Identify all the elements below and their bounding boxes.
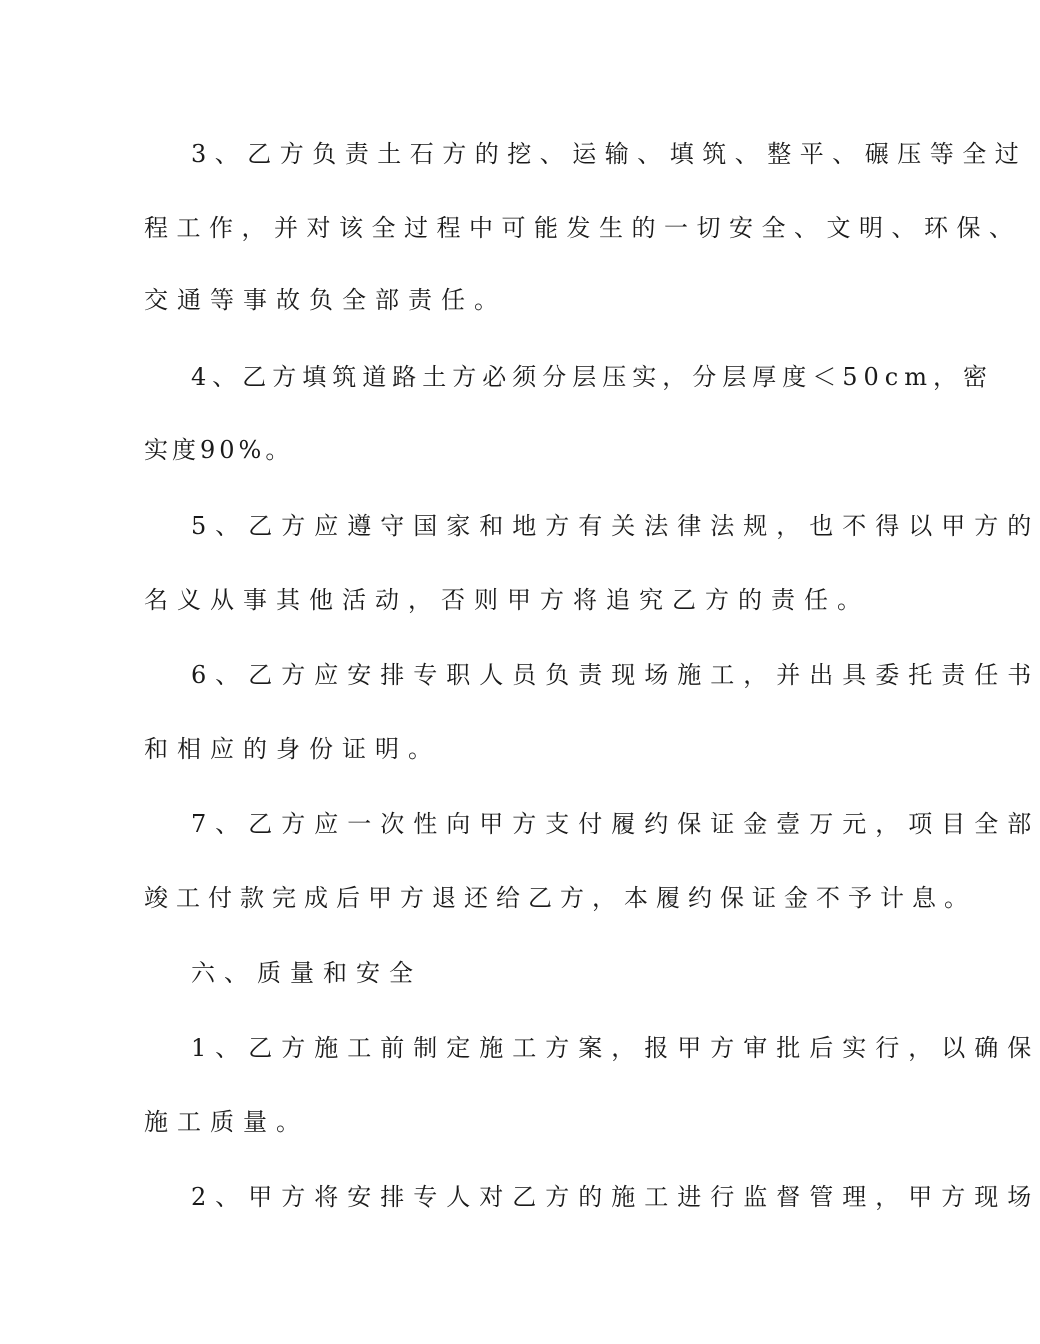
quality-item-1-line-1: 1、乙方施工前制定施工方案，报甲方审批后实行，以确保	[191, 1034, 1040, 1062]
text-line	[0, 1102, 950, 1142]
text-line	[0, 1177, 1040, 1217]
text-line	[0, 729, 950, 769]
paragraph-3-line-1: 3、乙方负责土石方的挖、运输、填筑、整平、碾压等全过	[191, 140, 1028, 168]
paragraph-5-line-1: 5、乙方应遵守国家和地方有关法律法规，也不得以甲方的	[191, 512, 1040, 540]
paragraph-3-line-2: 程工作，并对该全过程中可能发生的一切安全、文明、环保、	[144, 214, 1022, 242]
text-line	[0, 1028, 1040, 1068]
text-line	[0, 208, 1022, 248]
paragraph-5-line-2: 名义从事其他活动，否则甲方将追究乙方的责任。	[144, 586, 870, 614]
text-line	[0, 953, 950, 993]
text-line	[0, 430, 950, 470]
section-heading-quality-safety: 六、质量和安全	[191, 959, 422, 987]
paragraph-4-line-2: 实度90%。	[144, 436, 294, 464]
text-line	[0, 878, 976, 918]
paragraph-6-line-1: 6、乙方应安排专职人员负责现场施工，并出具委托责任书	[191, 661, 1040, 689]
quality-item-1-line-2: 施工质量。	[144, 1108, 309, 1136]
text-line	[0, 134, 1028, 174]
text-line	[0, 655, 1040, 695]
text-line	[0, 280, 950, 320]
text-line	[0, 580, 950, 620]
paragraph-7-line-2: 竣工付款完成后甲方退还给乙方，本履约保证金不予计息。	[144, 884, 976, 912]
text-line	[0, 506, 1040, 546]
text-line	[0, 357, 994, 397]
paragraph-3-line-3: 交通等事故负全部责任。	[144, 286, 507, 314]
paragraph-4-line-1: 4、乙方填筑道路土方必须分层压实，分层厚度＜50cm，密	[191, 363, 994, 391]
quality-item-2-line-1: 2、甲方将安排专人对乙方的施工进行监督管理，甲方现场	[191, 1183, 1040, 1211]
paragraph-7-line-1: 7、乙方应一次性向甲方支付履约保证金壹万元，项目全部	[191, 810, 1040, 838]
paragraph-6-line-2: 和相应的身份证明。	[144, 735, 441, 763]
text-line	[0, 804, 1040, 844]
